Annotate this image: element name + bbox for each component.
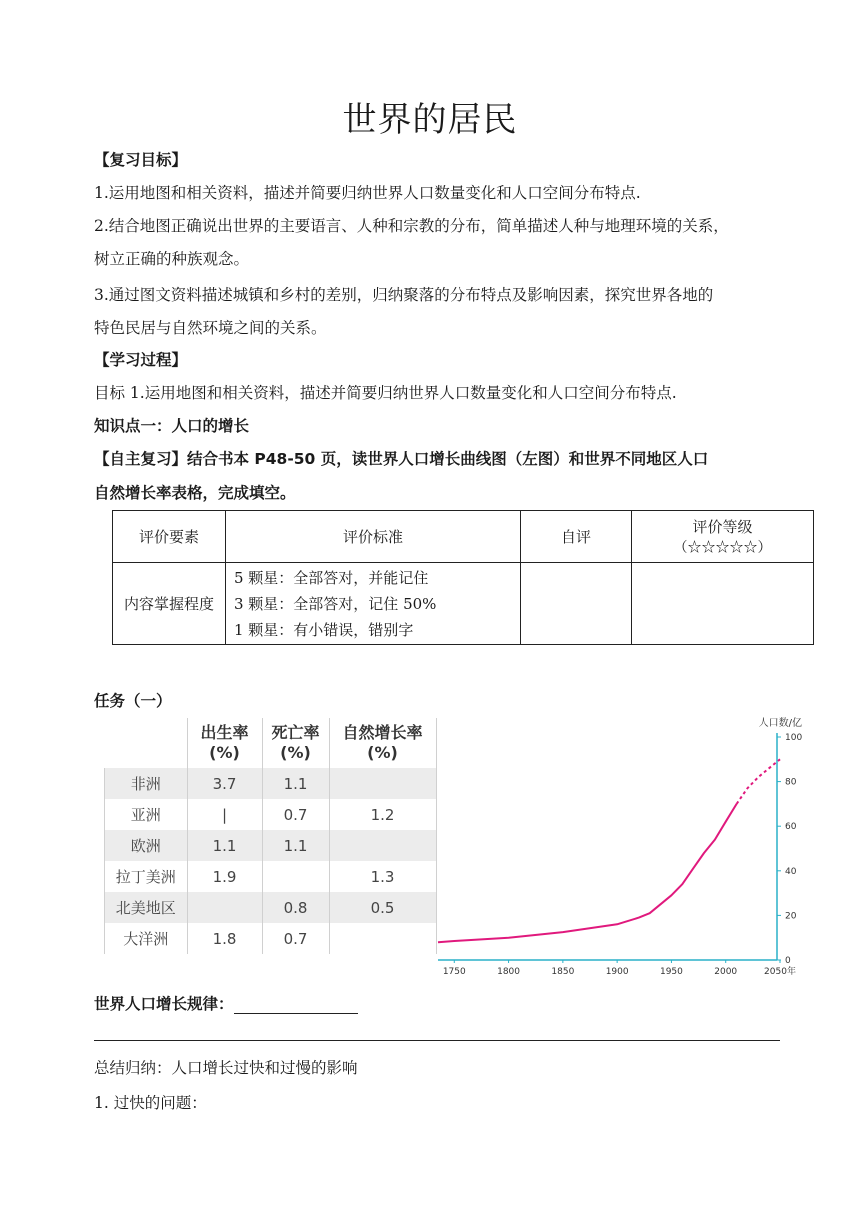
series-projection-line xyxy=(737,759,780,804)
rate-header: 死亡率 (%) xyxy=(262,718,329,768)
goal-line: 3.通过图文资料描述城镇和乡村的差别，归纳聚落的分布特点及影响因素，探究世界各地的 xyxy=(94,286,714,304)
rate-header-corner xyxy=(105,718,188,768)
y-tick-label: 80 xyxy=(785,777,797,788)
growth-law-label: 世界人口增长规律： xyxy=(94,992,358,1014)
task-heading: 任务（一） xyxy=(94,692,172,710)
x-tick-label: 1950 xyxy=(659,967,683,977)
eval-row-label: 内容掌握程度 xyxy=(113,563,226,645)
table-row: 非洲 3.7 1.1 xyxy=(105,768,437,799)
y-tick-label: 40 xyxy=(785,866,797,877)
eval-header: 评价要素 xyxy=(113,511,226,563)
criteria-line: 1 颗星：有小错误，错别字 xyxy=(234,620,414,639)
x-tick-label: 1800 xyxy=(497,967,521,977)
target-1: 目标 1.运用地图和相关资料，描述并简要归纳世界人口数量变化和人口空间分布特点. xyxy=(94,384,677,402)
goal-line: 特色民居与自然环境之间的关系。 xyxy=(94,319,327,337)
criteria-line: 3 颗星：全部答对，记住 50% xyxy=(234,594,437,613)
x-tick-label: 2050年 xyxy=(764,967,796,977)
y-tick-label: 100 xyxy=(785,733,803,743)
process-heading: 【学习过程】 xyxy=(94,351,188,369)
x-tick-label: 1900 xyxy=(605,967,629,977)
table-row: 北美地区 0.8 0.5 xyxy=(105,892,437,923)
eval-criteria xyxy=(226,563,521,645)
goal-line: 1.运用地图和相关资料，描述并简要归纳世界人口数量变化和人口空间分布特点. xyxy=(94,184,641,202)
table-row: 大洋洲 1.8 0.7 xyxy=(105,923,437,954)
table-row: 拉丁美洲 1.9 1.3 xyxy=(105,861,437,892)
series-actual-line xyxy=(438,804,737,942)
page-title: 世界的居民 xyxy=(342,100,518,140)
x-tick-label: 1750 xyxy=(442,967,466,977)
summary-line: 总结归纳：人口增长过快和过慢的影响 xyxy=(94,1059,358,1077)
eval-header: 自评 xyxy=(521,511,632,563)
y-axis-label: 人口数/亿 xyxy=(758,718,802,729)
y-tick-label: 0 xyxy=(785,956,791,966)
answer-blank[interactable] xyxy=(234,995,358,1014)
birth-death-rate-table xyxy=(104,718,437,954)
problem-item: 1. 过快的问题： xyxy=(94,1094,207,1112)
grade-label: 评价等级 xyxy=(692,518,753,536)
x-tick-label: 1850 xyxy=(551,967,575,977)
goal-line: 2.结合地图正确说出世界的主要语言、人种和宗教的分布，简单描述人种与地理环境的关系， xyxy=(94,217,729,235)
y-tick-label: 20 xyxy=(785,911,797,922)
population-growth-chart xyxy=(430,712,815,980)
rate-header: 出生率 (%) xyxy=(187,718,262,768)
x-tick-label: 2000 xyxy=(714,967,738,977)
criteria-line: 5 颗星：全部答对，并能记住 xyxy=(234,568,429,587)
grade-cell[interactable] xyxy=(632,563,814,645)
self-eval-cell[interactable] xyxy=(521,563,632,645)
goal-line: 树立正确的种族观念。 xyxy=(94,250,250,268)
evaluation-table xyxy=(112,510,814,645)
review-heading: 【复习目标】 xyxy=(94,151,188,169)
self-review-line: 自然增长率表格，完成填空。 xyxy=(94,484,296,502)
grade-stars: （☆☆☆☆☆） xyxy=(673,540,772,556)
table-row: 欧洲 1.1 1.1 xyxy=(105,830,437,861)
answer-line[interactable] xyxy=(94,1040,780,1041)
rate-header: 自然增长率 (%) xyxy=(329,718,436,768)
knowledge-point: 知识点一：人口的增长 xyxy=(94,417,250,435)
eval-header: 评价标准 xyxy=(226,511,521,563)
eval-header-grade xyxy=(632,511,814,563)
self-review-line: 【自主复习】结合书本 P48-50 页，读世界人口增长曲线图（左图）和世界不同地区人口 xyxy=(94,450,709,468)
table-row: 亚洲 | 0.7 1.2 xyxy=(105,799,437,830)
y-tick-label: 60 xyxy=(785,822,797,833)
